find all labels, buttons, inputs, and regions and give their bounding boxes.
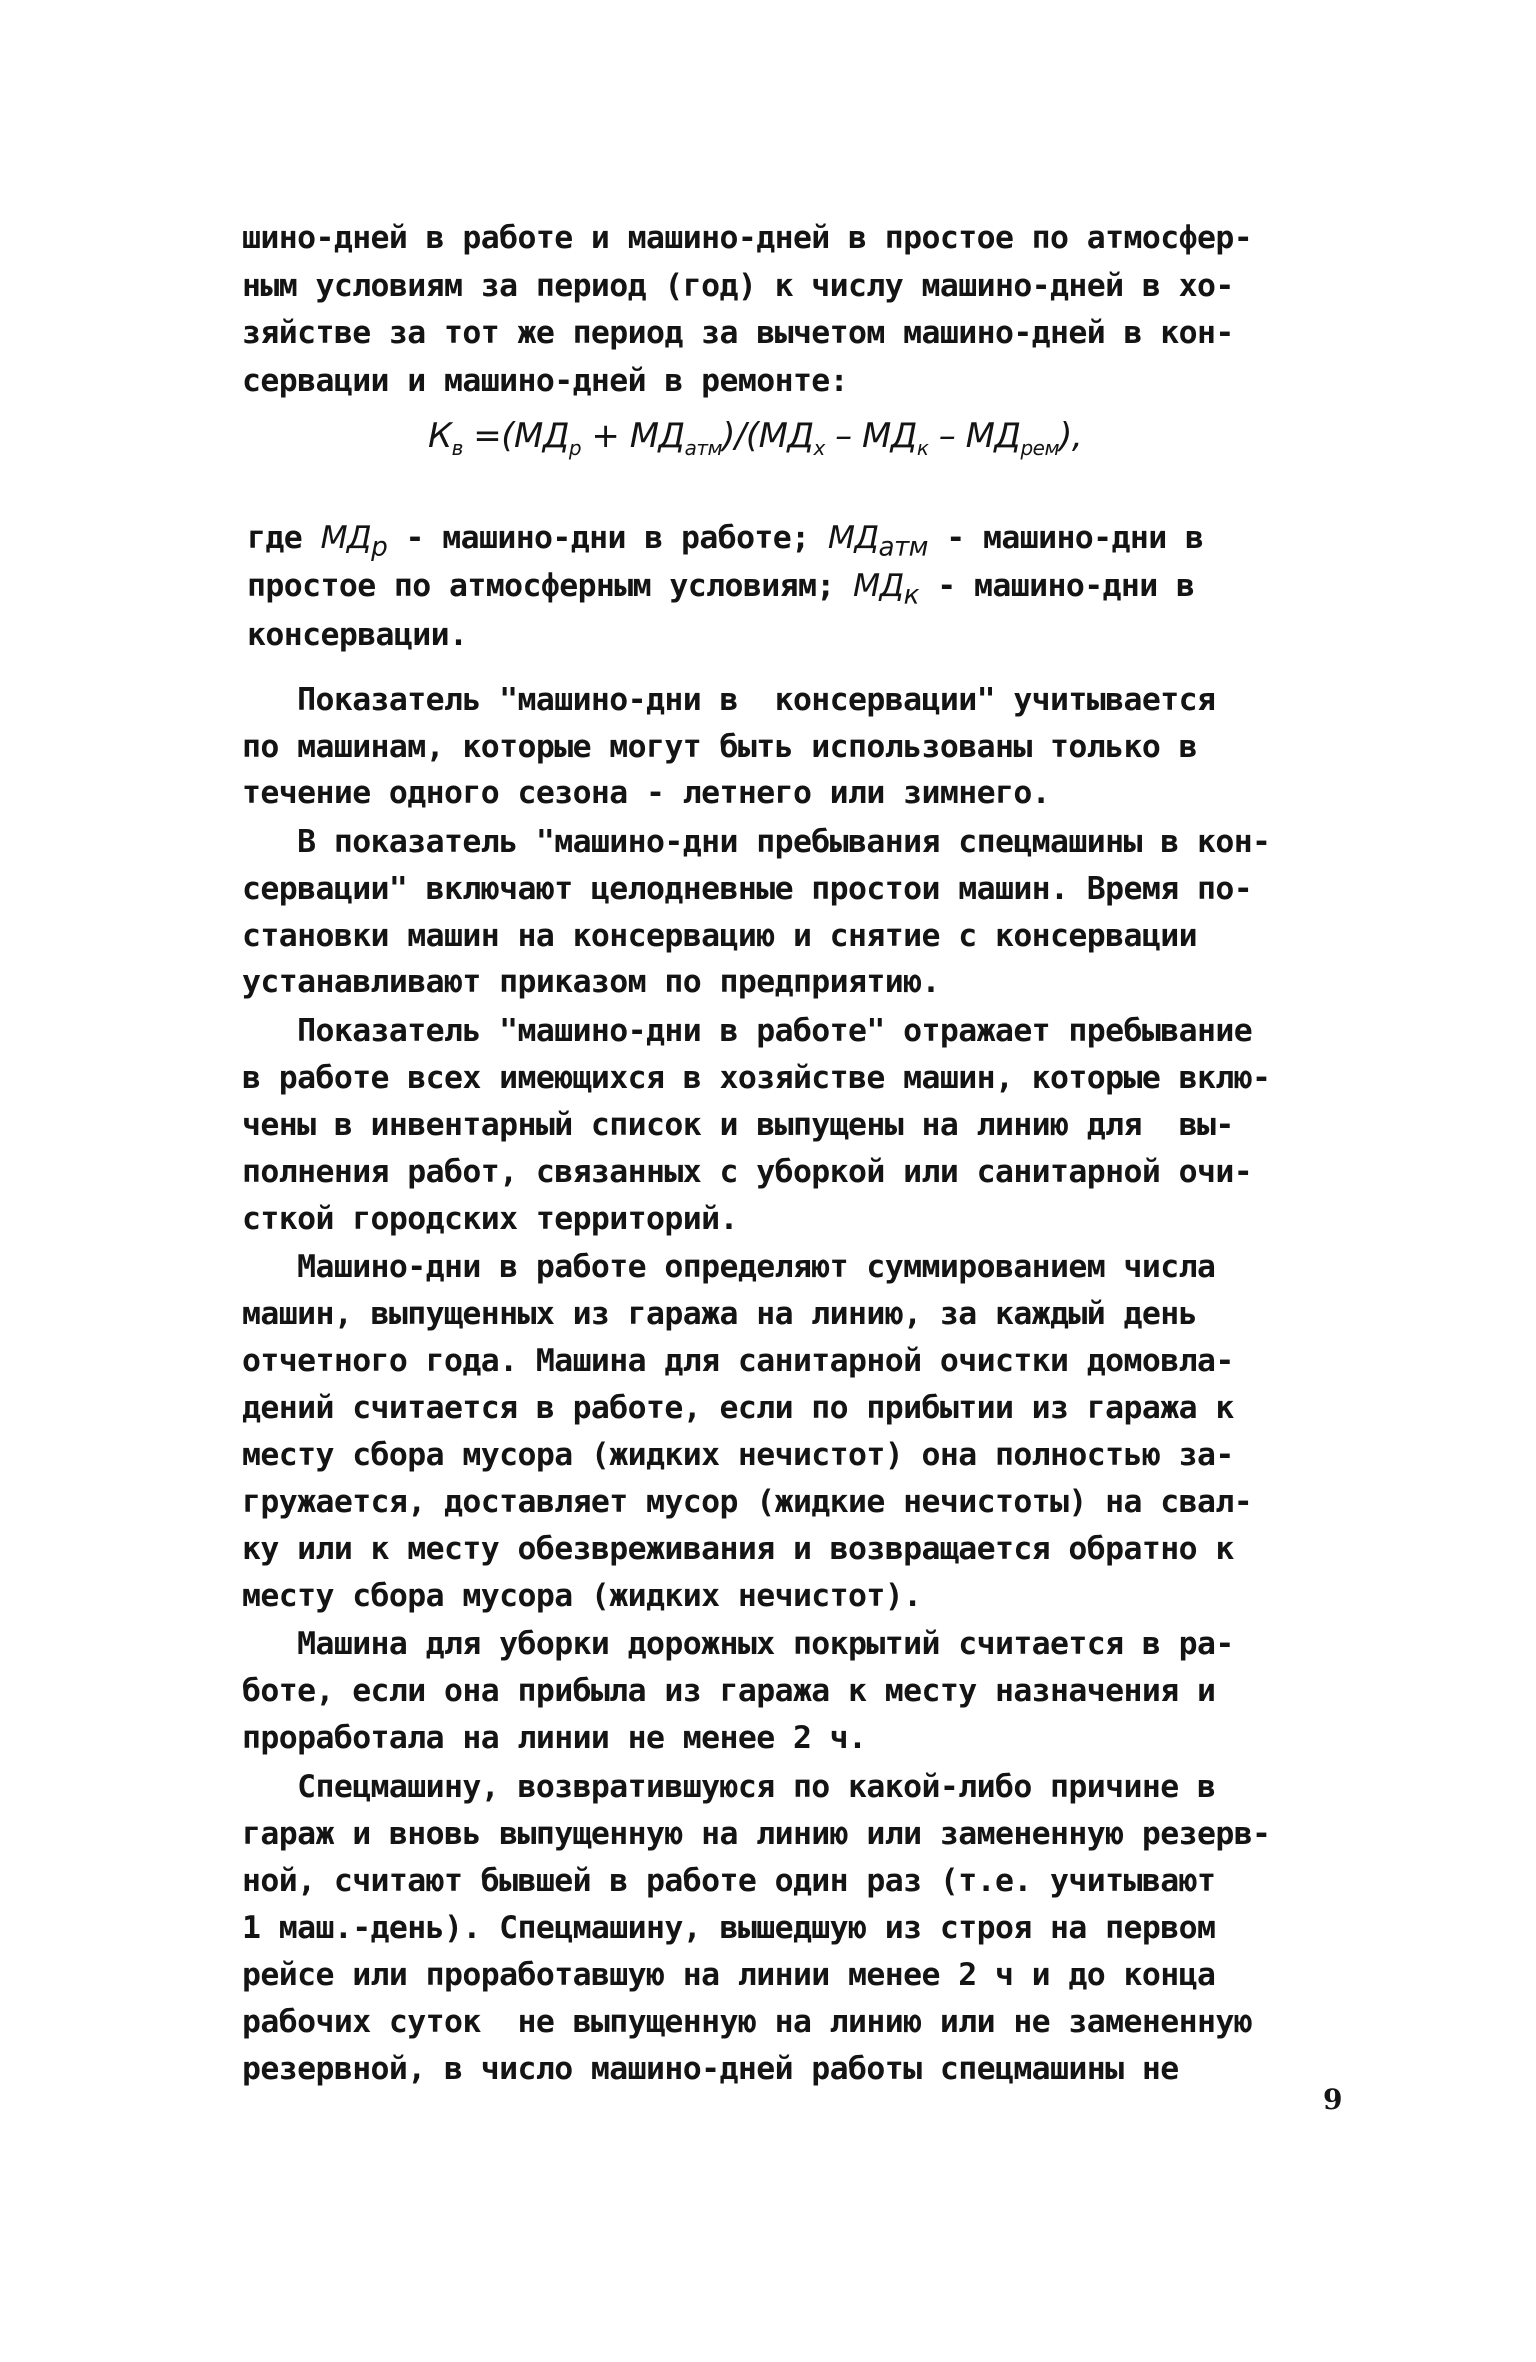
text-line: сткой городских территорий.: [242, 1201, 738, 1237]
text-line: Спецмашину, возвратившуюся по какой-либо причине в: [242, 1769, 1216, 1805]
text-line: гружается, доставляет мусор (жидкие нечистоты) на свал-: [242, 1484, 1253, 1520]
text-line: ной, считают бывшей в работе один раз (т.е. учитывают: [242, 1863, 1216, 1899]
where-line-3: консервации.: [247, 617, 468, 653]
page-number: 9: [1323, 2083, 1343, 2116]
text-line: боте, если она прибыла из гаража к месту назначения и: [242, 1673, 1216, 1709]
text-line: резервной, в число машино-дней работы спецмашины не: [242, 2051, 1179, 2087]
text-line: по машинам, которые могут быть использованы только в: [242, 729, 1197, 765]
text-line: устанавливают приказом по предприятию.: [242, 964, 940, 1000]
text-line: рейсе или проработавшую на линии менее 2 ч и до конца: [242, 1957, 1216, 1993]
where-line-1: где $МД_р$ - машино-дни в работе; $МД_{атм}$ - машино-дни в: [247, 520, 1204, 563]
text-line: 1 маш.-день). Спецмашину, вышедшую из строя на первом: [242, 1910, 1216, 1946]
text-line: становки машин на консервацию и снятие с консервации: [242, 918, 1197, 954]
text-line: зяйстве за тот же период за вычетом машино-дней в кон-: [242, 315, 1234, 351]
text-line: полнения работ, связанных с уборкой или санитарной очи-: [242, 1154, 1253, 1190]
formula: $К_в =(МД_р + МД_{атм})/(МД_х - МД_к - МД_{рем})$,: [428, 416, 1083, 460]
text-line: проработала на линии не менее 2 ч.: [242, 1720, 867, 1756]
text-line: течение одного сезона - летнего или зимнего.: [242, 775, 1051, 811]
text-line: рабочих суток не выпущенную на линию или не замененную: [242, 2004, 1253, 2040]
text-line: шино-дней в работе и машино-дней в простое по атмосфер-: [242, 220, 1253, 256]
text-line: ку или к месту обезвреживания и возвращается обратно к: [242, 1531, 1234, 1567]
text-line: дений считается в работе, если по прибытии из гаража к: [242, 1390, 1234, 1426]
text-line: Показатель "машино-дни в работе" отражает пребывание: [242, 1013, 1253, 1049]
text-line: Машино-дни в работе определяют суммированием числа: [242, 1249, 1216, 1285]
text-line: ным условиям за период (год) к числу машино-дней в хо-: [242, 268, 1234, 304]
text-line: сервации и машино-дней в ремонте:: [242, 363, 849, 399]
text-line: Показатель "машино-дни в консервации" учитывается: [242, 682, 1216, 718]
text-line: машин, выпущенных из гаража на линию, за каждый день: [242, 1296, 1197, 1332]
text-line: месту сбора мусора (жидких нечистот).: [242, 1578, 922, 1614]
text-line: В показатель "машино-дни пребывания спецмашины в кон-: [242, 824, 1271, 860]
text-line: Машина для уборки дорожных покрытий считается в ра-: [242, 1626, 1234, 1662]
text-line: чены в инвентарный список и выпущены на линию для вы-: [242, 1107, 1234, 1143]
where-line-2: простое по атмосферным условиям; $МД_к$ - машино-дни в: [247, 568, 1195, 611]
text-line: сервации" включают целодневные простои машин. Время по-: [242, 871, 1253, 907]
text-line: в работе всех имеющихся в хозяйстве машин, которые вклю-: [242, 1060, 1271, 1096]
text-line: месту сбора мусора (жидких нечистот) она полностью за-: [242, 1437, 1234, 1473]
text-line: гараж и вновь выпущенную на линию или замененную резерв-: [242, 1816, 1271, 1852]
text-line: отчетного года. Машина для санитарной очистки домовла-: [242, 1343, 1234, 1379]
